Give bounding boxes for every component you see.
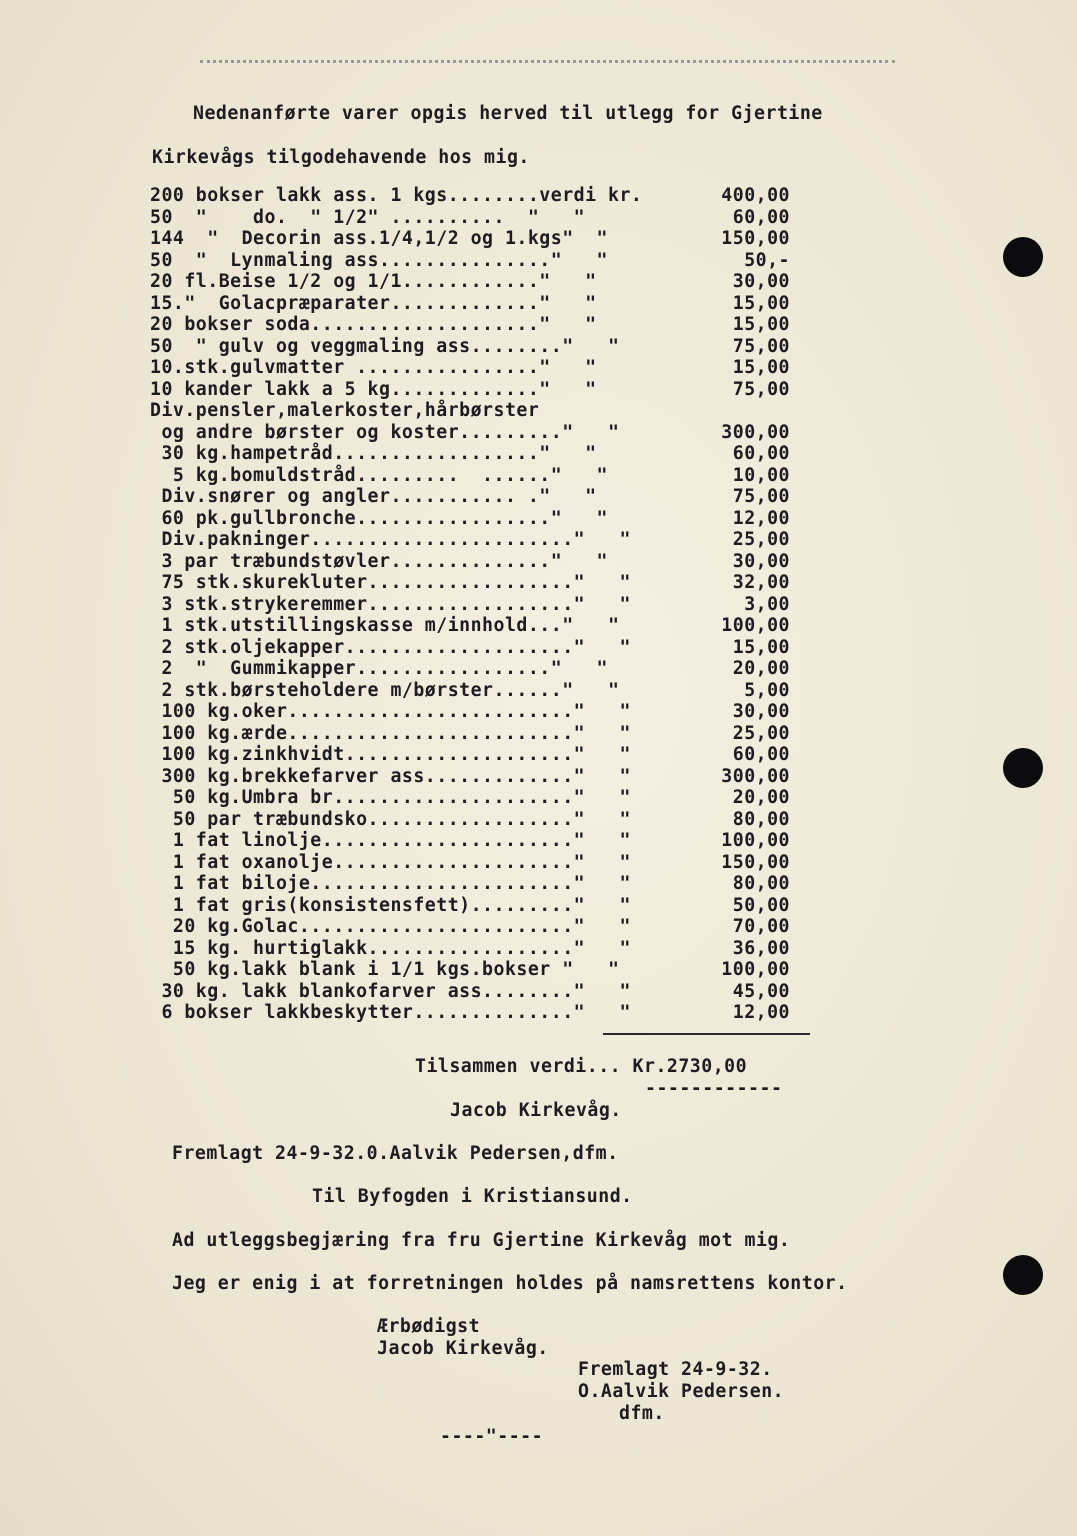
item-amount: 150,00 (721, 228, 790, 249)
item-row (150, 250, 810, 272)
item-amount: 30,00 (732, 550, 790, 572)
item-row (150, 465, 810, 487)
item-amount: 50,- (744, 249, 790, 271)
item-row (150, 787, 810, 809)
item-description: 6 bokser lakkbeskytter.............." " (150, 1002, 631, 1023)
item-row (150, 572, 810, 594)
item-amount: 5,00 (744, 679, 790, 701)
item-description: 2 stk.børsteholdere m/børster......" " (150, 679, 620, 701)
item-amount: 75,00 (732, 335, 790, 357)
filed-note-2-line-2: O.Aalvik Pedersen. (578, 1381, 785, 1402)
item-amount: 15,00 (732, 292, 790, 314)
subject-line: Ad utleggsbegjæring fra fru Gjertine Kirkevåg mot mig. (172, 1230, 791, 1251)
item-description: 15 kg. hurtiglakk.................." " (150, 937, 631, 959)
item-description: 75 stk.skurekluter.................." " (150, 572, 631, 593)
item-description: og andre børster og koster........." " (150, 421, 620, 443)
item-amount: 25,00 (732, 722, 790, 744)
punch-hole-middle (1003, 748, 1043, 788)
item-amount: 15,00 (732, 314, 790, 335)
item-description: 1 fat linolje......................" " (150, 830, 631, 851)
item-row (150, 809, 810, 831)
punch-hole-top (1003, 237, 1043, 277)
end-mark: ----"---- (440, 1426, 544, 1447)
item-amount: 12,00 (732, 507, 790, 529)
item-description: 2 stk.oljekapper...................." " (150, 636, 631, 658)
item-amount: 15,00 (732, 357, 790, 378)
item-row (150, 400, 810, 422)
item-amount: 70,00 (732, 916, 790, 937)
item-amount: 15,00 (732, 636, 790, 658)
item-description: 100 kg.ærde........................." " (150, 722, 631, 744)
item-amount: 100,00 (721, 615, 790, 636)
item-description: 1 stk.utstillingskasse m/innhold..." " (150, 615, 620, 636)
item-description: 1 fat oxanolje....................." " (150, 851, 631, 873)
item-description: 15." Golacpræparater............." " (150, 292, 597, 314)
item-amount: 100,00 (721, 959, 790, 980)
item-description: 1 fat gris(konsistensfett)........." " (150, 894, 631, 916)
item-amount: 80,00 (732, 873, 790, 894)
top-edge-marks (200, 60, 895, 75)
item-amount: 150,00 (721, 851, 790, 873)
item-row (150, 830, 810, 852)
item-row (150, 981, 810, 1003)
item-row (150, 701, 810, 723)
item-row (150, 271, 810, 293)
item-description: 3 par træbundstøvler.............." " (150, 550, 608, 572)
item-row (150, 357, 810, 379)
item-amount: 75,00 (732, 378, 790, 400)
item-row (150, 379, 810, 401)
agreement-line: Jeg er enig i at forretningen holdes på namsrettens kontor. (172, 1273, 848, 1294)
item-row (150, 680, 810, 702)
item-amount: 3,00 (744, 593, 790, 615)
item-row (150, 873, 810, 895)
item-description: 30 kg.hampetråd.................." " (150, 443, 597, 464)
item-amount: 45,00 (732, 980, 790, 1002)
item-row (150, 744, 810, 766)
item-description: 144 " Decorin ass.1/4,1/2 og 1.kgs" " (150, 228, 608, 249)
item-description: Div.pakninger......................." " (150, 529, 631, 550)
item-description: 5 kg.bomuldstråd......... ......" " (150, 464, 608, 486)
filed-note-2-line-1: Fremlagt 24-9-32. (578, 1359, 773, 1380)
item-row (150, 959, 810, 981)
item-amount: 10,00 (732, 464, 790, 486)
item-amount: 60,00 (732, 206, 790, 228)
item-amount: 36,00 (732, 937, 790, 959)
punch-hole-bottom (1003, 1255, 1043, 1295)
item-row (150, 228, 810, 250)
signature-2: Jacob Kirkevåg. (377, 1338, 549, 1359)
item-description: Div.snører og angler........... ." " (150, 486, 597, 507)
item-description: 50 " Lynmaling ass..............." " (150, 249, 608, 271)
intro-line-2: Kirkevågs tilgodehavende hos mig. (152, 147, 530, 168)
item-description: 50 kg.Umbra br....................." " (150, 787, 631, 808)
item-description: 200 bokser lakk ass. 1 kgs........verdi kr. (150, 185, 643, 206)
item-description: Div.pensler,malerkoster,hårbørster (150, 400, 540, 421)
item-amount: 30,00 (732, 701, 790, 722)
item-amount: 12,00 (732, 1002, 790, 1023)
item-amount: 30,00 (732, 271, 790, 292)
item-row (150, 486, 810, 508)
item-description: 60 pk.gullbronche................." " (150, 507, 608, 529)
item-description: 20 fl.Beise 1/2 og 1/1............" " (150, 271, 597, 292)
item-description: 20 bokser soda...................." " (150, 314, 597, 335)
item-row (150, 422, 810, 444)
item-row (150, 766, 810, 788)
item-row (150, 551, 810, 573)
item-amount: 32,00 (732, 572, 790, 593)
item-description: 1 fat biloje......................." " (150, 873, 631, 894)
filed-note-2-line-3: dfm. (619, 1403, 665, 1424)
item-amount: 400,00 (721, 185, 790, 206)
item-description: 50 " do. " 1/2" .......... " " (150, 206, 586, 228)
item-row (150, 938, 810, 960)
item-amount: 60,00 (732, 443, 790, 464)
item-row (150, 852, 810, 874)
item-row (150, 207, 810, 229)
item-row (150, 637, 810, 659)
item-amount: 50,00 (732, 894, 790, 916)
item-description: 100 kg.zinkhvidt...................." " (150, 744, 631, 765)
item-row (150, 615, 810, 637)
item-description: 100 kg.oker........................." " (150, 701, 631, 722)
item-description: 3 stk.strykeremmer.................." " (150, 593, 631, 615)
item-amount: 75,00 (732, 486, 790, 507)
item-row (150, 293, 810, 315)
addressee: Til Byfogden i Kristiansund. (312, 1186, 633, 1207)
total-line: Tilsammen verdi... Kr.2730,00 (415, 1056, 748, 1077)
intro-line-1: Nedenanførte varer opgis herved til utlegg for Gjertine (193, 103, 823, 124)
item-amount: 80,00 (732, 808, 790, 830)
item-amount: 100,00 (721, 830, 790, 851)
item-amount: 25,00 (732, 529, 790, 550)
item-row (150, 916, 810, 938)
signature-1: Jacob Kirkevåg. (450, 1100, 622, 1121)
item-description: 50 par træbundsko.................." " (150, 808, 631, 830)
item-row (150, 658, 810, 680)
item-row (150, 314, 810, 336)
item-description: 50 " gulv og veggmaling ass........" " (150, 335, 620, 357)
closing: Ærbødigst (377, 1316, 481, 1337)
total-underline: ------------ (645, 1078, 783, 1099)
item-row (150, 529, 810, 551)
item-amount: 300,00 (721, 421, 790, 443)
item-description: 30 kg. lakk blankofarver ass........" " (150, 980, 631, 1002)
item-row (150, 895, 810, 917)
sum-rule (603, 1033, 810, 1035)
item-amount: 300,00 (721, 765, 790, 787)
item-description: 50 kg.lakk blank i 1/1 kgs.bokser " " (150, 959, 620, 980)
item-description: 20 kg.Golac........................" " (150, 916, 631, 937)
item-row (150, 508, 810, 530)
item-row (150, 443, 810, 465)
item-row (150, 723, 810, 745)
item-amount: 20,00 (732, 787, 790, 808)
item-row (150, 1002, 810, 1024)
item-description: 300 kg.brekkefarver ass............." " (150, 765, 631, 787)
item-row (150, 185, 810, 207)
filed-note-1: Fremlagt 24-9-32.0.Aalvik Pedersen,dfm. (172, 1143, 619, 1164)
item-row (150, 594, 810, 616)
item-amount: 60,00 (732, 744, 790, 765)
item-description: 10 kander lakk a 5 kg............." " (150, 378, 597, 400)
item-description: 10.stk.gulvmatter ................" " (150, 357, 597, 378)
item-description: 2 " Gummikapper................." " (150, 658, 608, 679)
item-amount: 20,00 (732, 658, 790, 679)
item-row (150, 336, 810, 358)
